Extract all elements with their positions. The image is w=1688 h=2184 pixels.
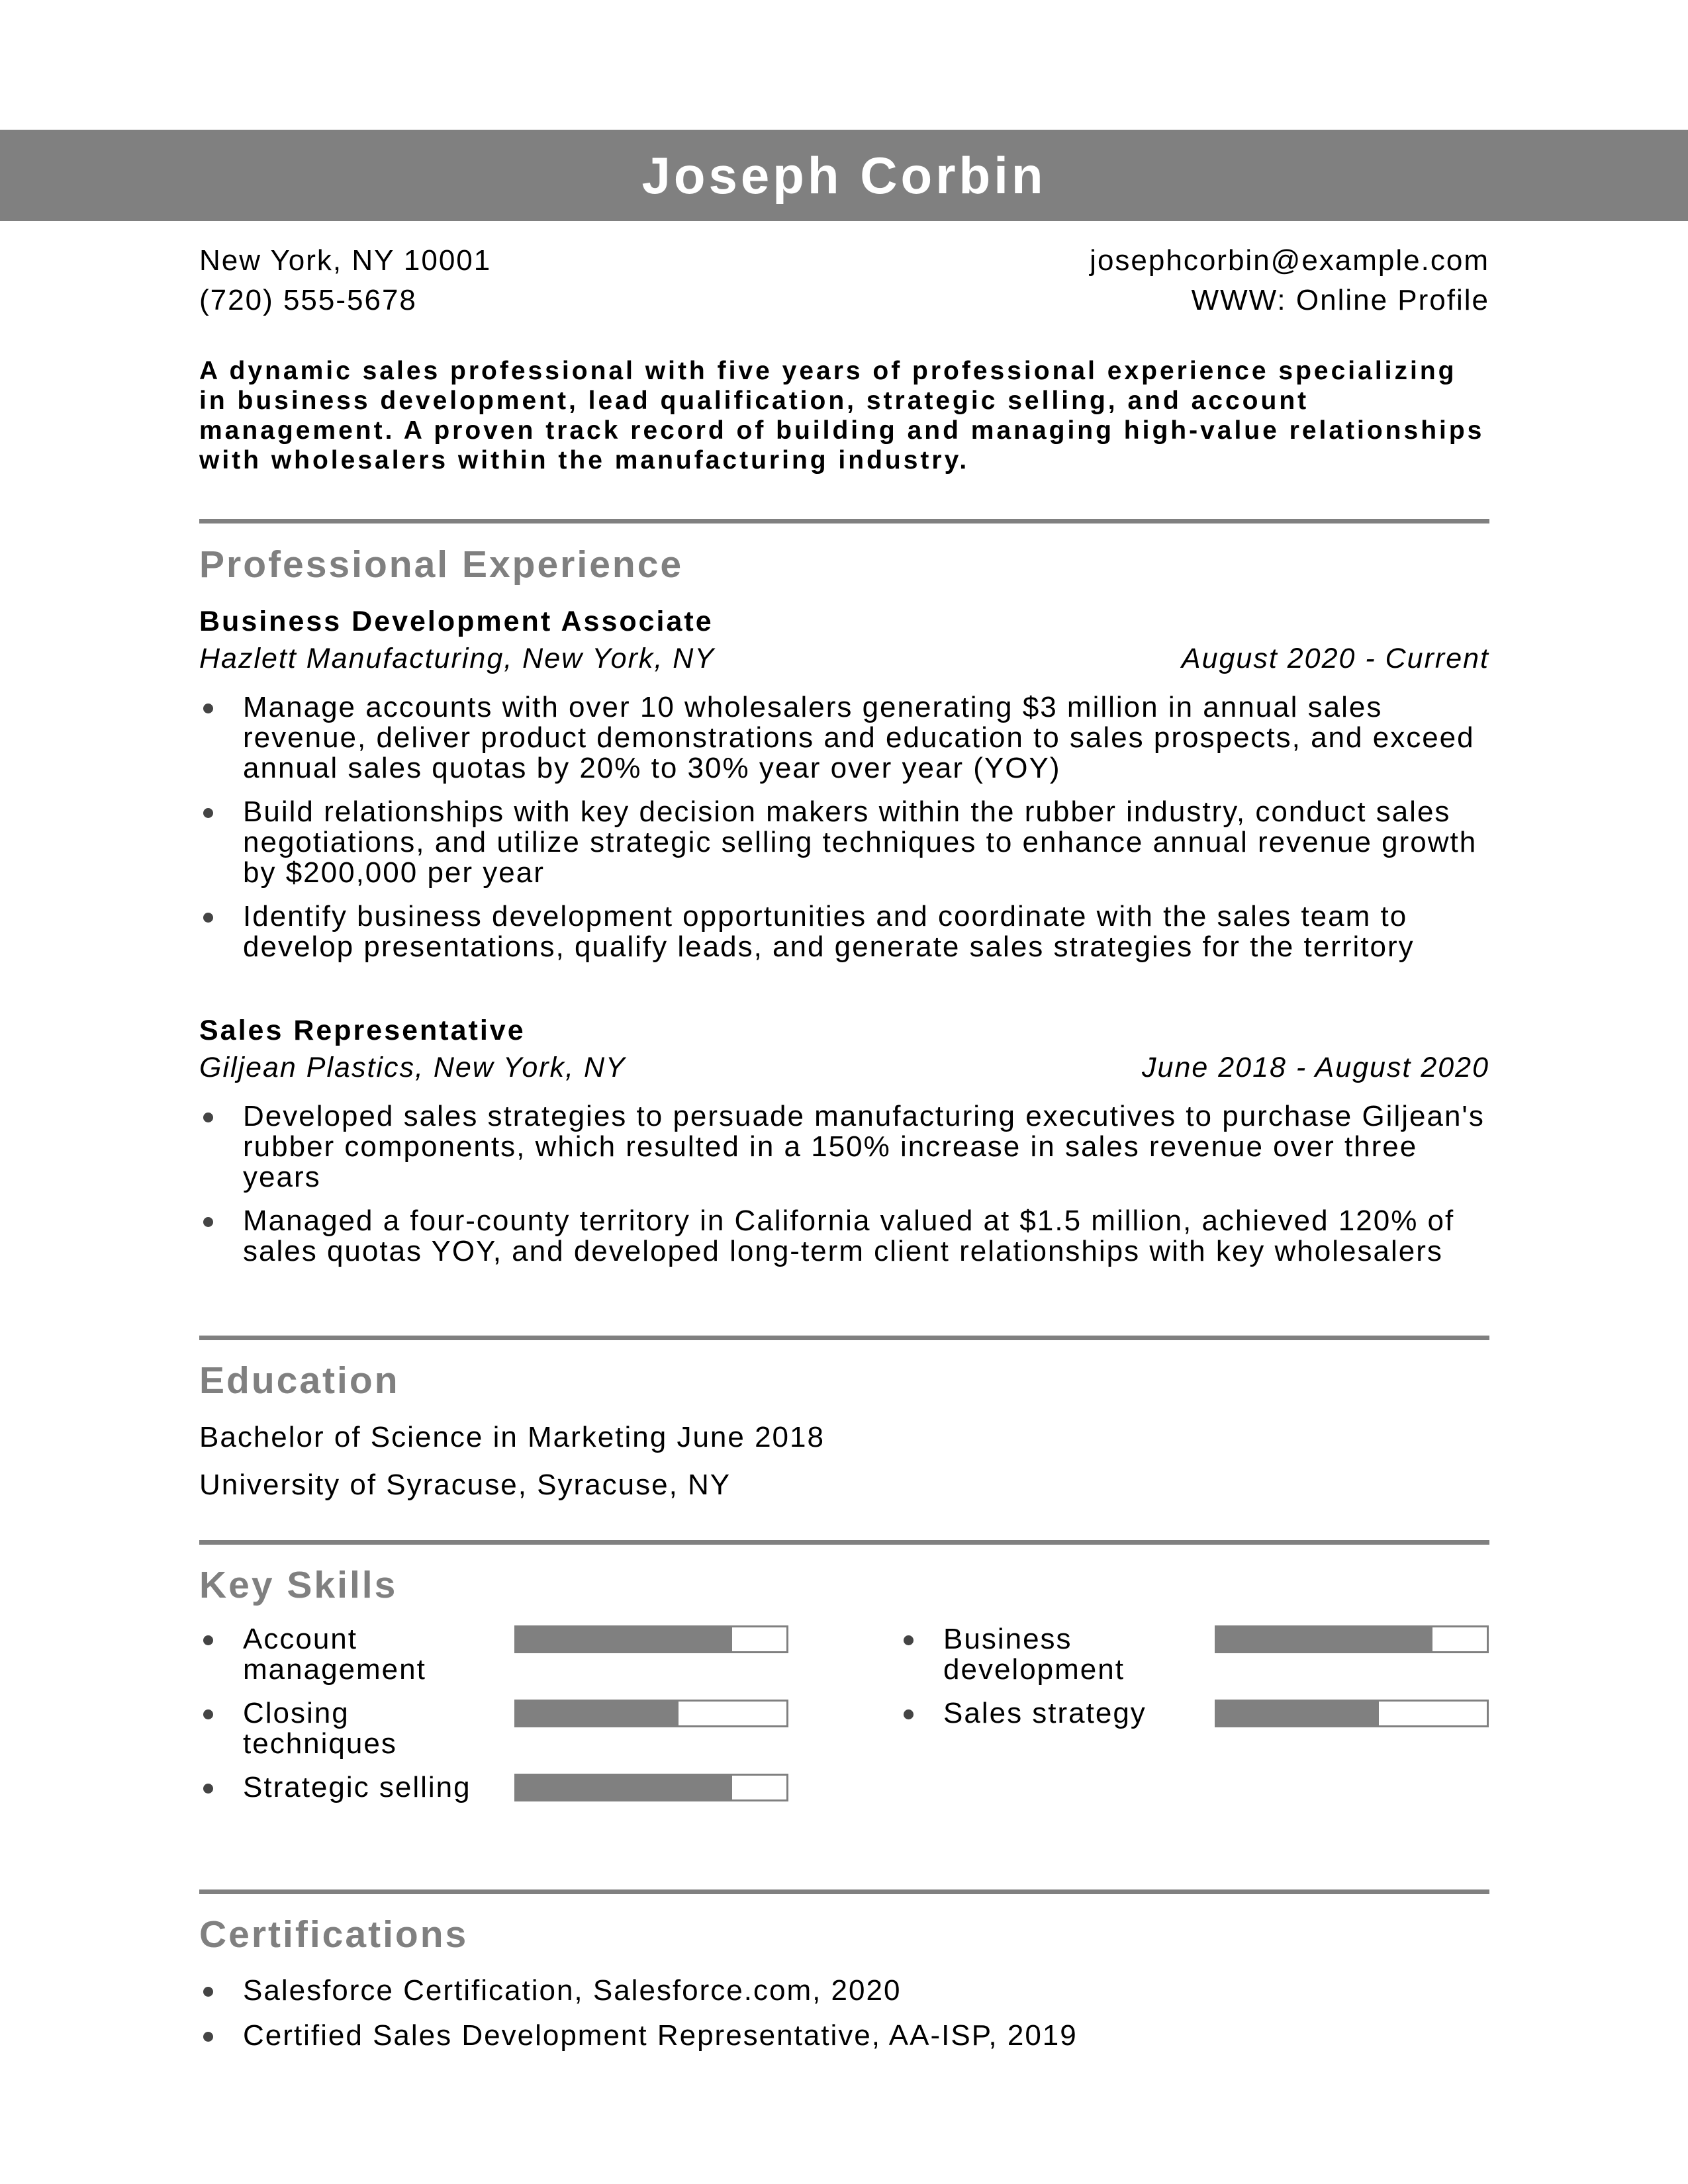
professional-summary: A dynamic sales professional with five years of professional experience specializing in business development, lead qualification, strategic selling, and account management. A proven track record of building and managing high-value relationships with wholesalers within the manufacturing industry.: [199, 357, 1485, 475]
skill-item: [199, 1624, 848, 1684]
skill-item: [199, 1772, 848, 1832]
section-divider-certifications: [199, 1889, 1489, 1894]
contact-row-2: [199, 283, 1489, 318]
bullet-dot-icon: [904, 1709, 914, 1719]
skill-name: Account management: [243, 1623, 426, 1686]
section-title-experience: Professional Experience: [199, 543, 684, 586]
skill-name: Closing techniques: [243, 1697, 397, 1760]
job-meta-2: [199, 1051, 1489, 1084]
job-meta-1: [199, 642, 1489, 675]
skill-level-bar: [514, 1625, 788, 1653]
skill-level-fill: [516, 1627, 732, 1651]
skill-name: Strategic selling: [243, 1771, 471, 1803]
section-divider-experience: [199, 519, 1489, 523]
skill-name: Business development: [943, 1623, 1125, 1686]
section-divider-skills: [199, 1540, 1489, 1545]
job-dates-1: August 2020 - Current: [1181, 643, 1489, 674]
certification-list: [199, 1974, 1489, 2064]
education-degree: Bachelor of Science in Marketing June 2018: [199, 1421, 825, 1453]
job-bullets-1: [199, 692, 1489, 976]
skill-level-bar: [514, 1774, 788, 1801]
skill-item: [199, 1698, 848, 1758]
job-bullets-2: [199, 1101, 1489, 1280]
candidate-name: Joseph Corbin: [641, 146, 1047, 205]
skill-level-fill: [1217, 1627, 1432, 1651]
bullet-dot-icon: [904, 1635, 914, 1645]
resume-body: [199, 0, 1489, 2184]
bullet-dot-icon: [203, 1709, 213, 1719]
section-title-education: Education: [199, 1359, 400, 1402]
list-item: Identify business development opportunities and coordinate with the sales team to develop presentations, qualify leads, and generate sales strategies for the territory: [199, 901, 1489, 962]
skill-level-fill: [516, 1702, 679, 1725]
section-title-certifications: Certifications: [199, 1913, 469, 1956]
list-item: Salesforce Certification, Salesforce.com, 2020: [199, 1974, 1489, 2008]
bullet-dot-icon: [203, 1635, 213, 1645]
section-title-skills: Key Skills: [199, 1564, 398, 1606]
contact-location: New York, NY 10001: [199, 244, 492, 277]
job-title-1: Business Development Associate: [199, 606, 714, 637]
bullet-dot-icon: [203, 1784, 213, 1794]
list-item: Build relationships with key decision makers within the rubber industry, conduct sales negotiations, and utilize strategic selling techniques to enhance annual revenue growth by $200,000 per year: [199, 797, 1489, 888]
skill-level-bar: [514, 1700, 788, 1727]
list-item: Manage accounts with over 10 wholesalers generating $3 million in annual sales revenue, deliver product demonstrations and education to sales prospects, and exceed annual sales quotas by 20% to 30% year over year (YOY): [199, 692, 1489, 784]
contact-email[interactable]: josephcorbin@example.com: [1090, 244, 1489, 277]
section-divider-education: [199, 1336, 1489, 1340]
contact-phone: (720) 555-5678: [199, 284, 417, 316]
list-item: Developed sales strategies to persuade manufacturing executives to purchase Giljean's rubber components, which resulted in a 150% increase in sales revenue over three years: [199, 1101, 1489, 1193]
job-company-2: Giljean Plastics, New York, NY: [199, 1052, 626, 1083]
list-item: Managed a four-county territory in California valued at $1.5 million, achieved 120% of sales quotas YOY, and developed long-term client relationships with key wholesalers: [199, 1206, 1489, 1267]
skill-level-bar: [1215, 1625, 1489, 1653]
job-company-1: Hazlett Manufacturing, New York, NY: [199, 643, 716, 674]
job-dates-2: June 2018 - August 2020: [1142, 1052, 1489, 1083]
skill-item: [900, 1624, 1548, 1684]
contact-website[interactable]: WWW: Online Profile: [1191, 284, 1489, 316]
skill-item: [900, 1698, 1548, 1758]
skill-level-fill: [1217, 1702, 1379, 1725]
job-title-2: Sales Representative: [199, 1015, 526, 1046]
skill-name: Sales strategy: [943, 1697, 1147, 1729]
list-item: Certified Sales Development Representative, AA-ISP, 2019: [199, 2019, 1489, 2053]
skill-level-bar: [1215, 1700, 1489, 1727]
skill-level-fill: [516, 1776, 732, 1799]
contact-row-1: [199, 244, 1489, 278]
education-school: University of Syracuse, Syracuse, NY: [199, 1469, 731, 1501]
